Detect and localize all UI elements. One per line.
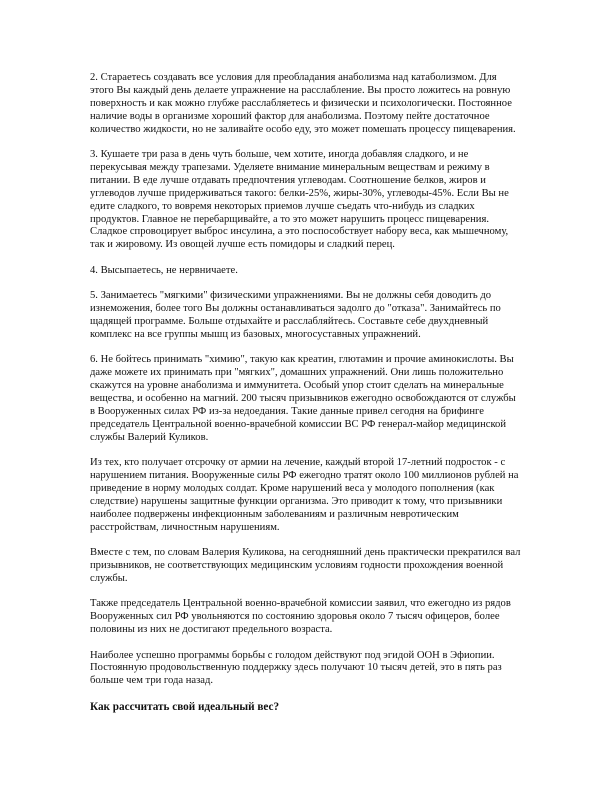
document-body xyxy=(90,72,522,714)
paragraph-supplements: 6. Не бойтесь принимать "химию", такую как креатин, глютамин и прочие аминокислоты. Вы даже можете их принимать при "мягких", домашних упражнений. Они лишь положительно скажутся на уровне анаболизма и иммунитета. Особый упор стоит сделать на минеральные вещества, и особенно на магний. 200 тысяч призывников ежегодно освобождаются от службы в Вооруженных силах РФ из-за недоедания. Такие данные привел сегодня на брифинге председатель Центральной военно-врачебной комиссии ВС РФ генерал-майор медицинской службы Валерий Куликов. xyxy=(90,354,516,443)
paragraph-nutrition: 3. Кушаете три раза в день чуть больше, чем хотите, иногда добавляя сладкого, и не перекусывая между трапезами. Уделяете внимание минеральным веществам и режиму в питании. В еде лучше отдавать предпочтения углеводам. Соотношение белков, жиров и углеводов лучше придерживаться такого: белки-25%, жиры-30%, углеводы-45%. Если Вы не едите сладкого, то вовремя некоторых приемов лучше съедать что-нибудь из сладких продуктов. Главное не перебарщивайте, а то это может нарушить процесс пищеварения. Сладкое спровоцирует выброс инсулина, а это поспособствует набору веса, как мышечному, так и жировому. Из овощей лучше есть помидоры и сладкий перец. xyxy=(90,149,509,251)
section-heading: Как рассчитать свой идеальный вес? xyxy=(90,700,280,713)
paragraph-officers: Также председатель Центральной военно-врачебной комиссии заявил, что ежегодно из рядов Вооруженных сил РФ увольняются по состоянию здоровья около 7 тысяч офицеров, более половины из них не достигают предельного возраста. xyxy=(90,598,511,636)
paragraph-kulikov: Вместе с тем, по словам Валерия Куликова, на сегодняшний день практически прекратился вал призывников, не соответствующих медицинским условиям годности прохождения военной службы. xyxy=(90,547,521,584)
paragraph-ethiopia: Наиболее успешно программы борьбы с голодом действуют под эгидой ООН в Эфиопии. Постоянную продовольственную поддержку здесь получают 10 тысяч детей, это в пять раз больше чем три года назад. xyxy=(90,649,502,687)
paragraph-anabolism: 2. Стараетесь создавать все условия для преобладания анаболизма над катаболизмом. Для этого Вы каждый день делаете упражнение на расслабление. Вы просто ложитесь на ровную поверхность и как можно глубже расслабляетесь и физически и психологически. Постоянное наличие воды в организме хороший фактор для анаболизма. Поэтому пейте достаточное количество жидкости, но не заливайте особо еду, это может помешать процессу пищеварения. xyxy=(90,72,516,135)
paragraph-sleep: 4. Высыпаетесь, не нервничаете. xyxy=(90,264,238,276)
paragraph-deferment: Из тех, кто получает отсрочку от армии на лечение, каждый второй 17-летний подросток - с нарушением питания. Вооруженные силы РФ ежегодно тратят около 100 миллионов рублей на приведение в норму молодых солдат. Кроме нарушений веса у молодого пополнения (как следствие) нарушены защитные функции организма. Это приводит к тому, что призывники наиболее подвержены инфекционным заболеваниям и различным невротическим расстройствам, личностным нарушениям. xyxy=(90,457,519,533)
paragraph-exercise: 5. Занимаетесь "мягкими" физическими упражнениями. Вы не должны себя доводить до изнеможения, более того Вы должны останавливаться задолго до "отказа". Занимайтесь по щадящей программе. Больше отдыхайте и расслабляйтесь. Составьте себе двухдневный комплекс на все группы мышц из базовых, многосуставных упражнений. xyxy=(90,290,501,340)
